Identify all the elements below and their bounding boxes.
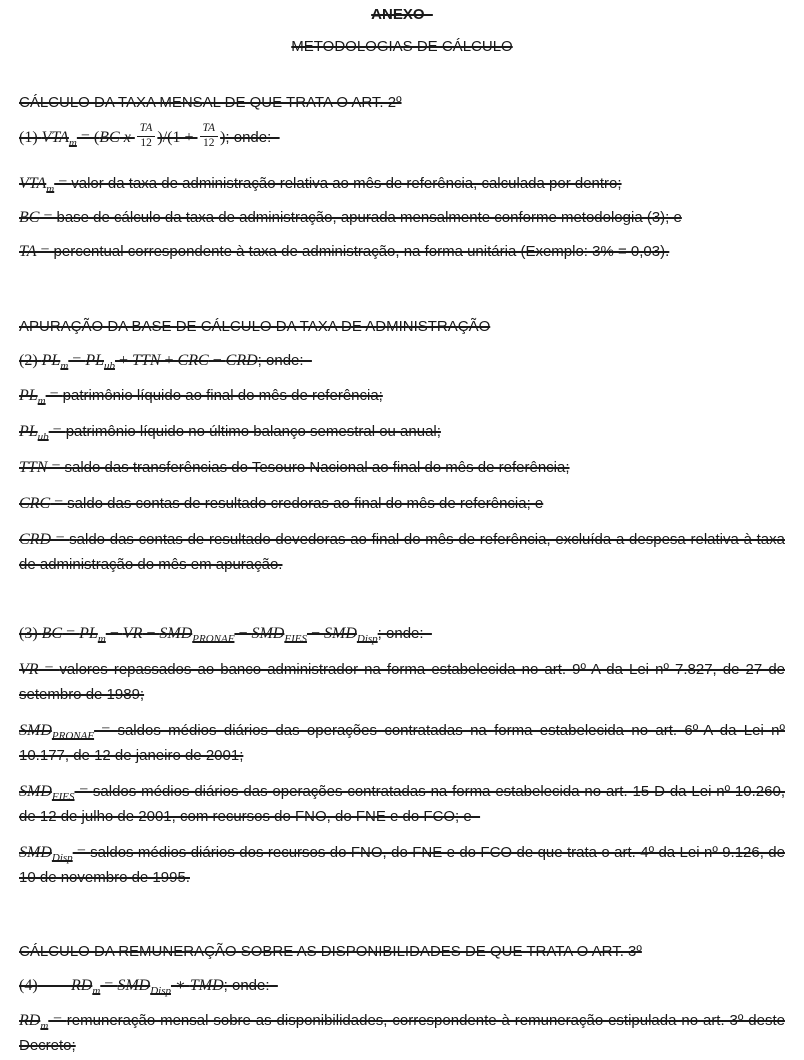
text-run: percentual correspondente à taxa de administração, na forma unitária (Exemplo: 3% = 0,03). (53, 243, 670, 260)
math-subscript: PRONAF (51, 730, 95, 743)
text-run: ; onde: (225, 129, 280, 146)
doc-subtitle: METODOLOGIAS DE CÁLCULO (291, 38, 513, 55)
text-run: ; onde: (257, 352, 312, 369)
math-variable: CRD (225, 352, 258, 369)
math-operator: + (114, 352, 133, 369)
math-subscript: m (68, 137, 77, 150)
math-subscript: Disp (356, 633, 378, 646)
math-operator: = (38, 661, 60, 678)
math-variable: CRD (19, 531, 51, 548)
math-variable: $SMD_{PRONAF}$ (159, 625, 235, 646)
math-variable: $PL_m$ (41, 352, 69, 373)
math-variable: VR (122, 625, 143, 642)
section-heading-remuneracao: CÁLCULO DA REMUNERAÇÃO SOBRE AS DISPONIBILIDADES DE QUE TRATA O ART. 3º (19, 943, 642, 960)
math-operator: = (50, 495, 68, 512)
math-operator: = (47, 459, 65, 476)
text-run: saldo das transferências do Tesouro Nacional ao final do mês de referência; (64, 459, 570, 476)
definition-rdm (19, 1008, 785, 1058)
definition-smd-pronaf (19, 718, 785, 768)
math-subscript: ub (37, 431, 49, 444)
math-variable: TMD (189, 977, 224, 994)
definition-vta (19, 171, 785, 196)
formula-4 (19, 973, 785, 998)
text-run: remuneração mensal sobre as disponibilidades, correspondente à remuneração estipulada no art. 3º deste Decreto; (19, 1012, 785, 1054)
definition-smd-fies (19, 779, 785, 829)
math-operator: = (72, 844, 91, 861)
text-run: saldo das contas de resultado credoras ao final do mês de referência; e (67, 495, 544, 512)
text-run: saldo das contas de resultado devedoras ao final do mês de referência, excluída a despesa relativa à taxa de administração do mês em apuração. (19, 531, 785, 573)
math-variable: BC (99, 129, 120, 146)
math-subscript: ub (103, 360, 115, 373)
math-variable: $SMD_{FIES}$ (19, 783, 75, 804)
math-variable: CRC (177, 352, 209, 369)
math-operator: − (208, 352, 226, 369)
math-operator: (2) (19, 352, 42, 369)
formula-3 (19, 621, 785, 646)
text-run: patrimônio líquido ao final do mês de referência; (62, 387, 383, 404)
text-run: valores repassados ao banco administrador na forma estabelecida no art. 9º-A da Lei nº 7.827, de 27 de setembro de 1989; (19, 661, 785, 703)
math-operator: − (306, 625, 324, 642)
math-variable: $VTA_m$ (41, 129, 77, 150)
math-operator: = (48, 1012, 67, 1029)
math-operator: (4) (19, 977, 38, 994)
math-variable: $RD_m$ (71, 977, 101, 998)
math-variable: TA (19, 243, 37, 260)
math-variable: $PL_m$ (79, 625, 106, 646)
math-subscript: m (60, 360, 69, 373)
math-subscript: m (92, 985, 101, 998)
math-variable: $SMD_{Disp}$ (19, 844, 73, 865)
text-run: ; onde: (223, 977, 278, 994)
definition-crc (19, 491, 785, 516)
math-variable: BC (41, 625, 63, 642)
math-operator: = (94, 722, 118, 739)
text-run: saldos médios diários das operações contratadas na forma estabelecida no art. 6º-A da Lei nº 10.177, de 12 de janeiro de 2001; (19, 722, 785, 764)
math-operator: − (105, 625, 123, 642)
math-operator: = (45, 387, 63, 404)
math-operator: (3) (19, 625, 42, 642)
math-variable: $PL_{ub}$ (19, 423, 49, 444)
math-operator: = (39, 209, 57, 226)
math-variable: $SMD_{Disp}$ (324, 625, 378, 646)
text-run: saldos médios diários das operações contratadas na forma estabelecida no art. 15-D da Lei nº 10.260, de 12 de julho de 2001, com recursos do FNO, do FNE e do FCO; e (19, 783, 785, 825)
math-variable: $PL_m$ (19, 387, 46, 408)
math-variable: TTN (19, 459, 48, 476)
text-run: ; onde: (377, 625, 432, 642)
math-operator: = (48, 423, 66, 440)
math-variable: TTN (132, 352, 161, 369)
math-operator: ) (220, 129, 226, 146)
text-run: base de cálculo da taxa de administração, apurada mensalmente conforme metodologia (3); e (56, 209, 682, 226)
math-operator: = (68, 352, 86, 369)
definition-bc (19, 205, 785, 230)
math-operator: − (234, 625, 252, 642)
math-variable: CRC (19, 495, 51, 512)
definition-plub (19, 419, 785, 444)
math-operator: ∗ (170, 977, 190, 994)
math-operator: = (54, 175, 72, 192)
math-variable: x (119, 129, 135, 146)
math-subscript: Disp (150, 985, 171, 998)
math-subscript: m (97, 633, 106, 646)
section-heading-taxa-mensal: CÁLCULO DA TAXA MENSAL DE QUE TRATA O ART. 2º (19, 94, 402, 111)
math-subscript: m (46, 183, 55, 196)
math-operator: (1) (19, 129, 42, 146)
section-heading-apuracao-base: APURAÇÃO DA BASE DE CÁLCULO DA TAXA DE ADMINISTRAÇÃO (19, 318, 491, 335)
text-run: valor da taxa de administração relativa ao mês de referência, calculada por dentro; (71, 175, 622, 192)
math-operator: − (142, 625, 160, 642)
definition-crd (19, 527, 785, 577)
math-variable: BC (19, 209, 40, 226)
definition-ta (19, 239, 785, 264)
math-operator: = (62, 625, 80, 642)
math-variable: $SMD_{PRONAF}$ (19, 722, 95, 743)
math-variable: $RD_m$ (19, 1012, 49, 1033)
math-operator: = (100, 977, 118, 994)
formula-2 (19, 348, 785, 373)
math-subscript: FIES (51, 791, 75, 804)
math-variable: VR (19, 661, 39, 678)
math-subscript: PRONAF (192, 633, 235, 646)
math-operator: = ( (76, 129, 100, 146)
definition-plm (19, 383, 785, 408)
math-subscript: m (40, 1020, 49, 1033)
math-operator: = (51, 531, 70, 548)
text-run: saldos médios diários dos recursos do FNO, do FNE e do FCO de que trata o art. 4º da Lei nº 9.126, de 10 de novembro de 1995. (19, 844, 785, 886)
definition-ttn (19, 455, 785, 480)
formula-1 (19, 121, 785, 155)
definition-vr (19, 657, 785, 707)
math-subscript: FIES (284, 633, 307, 646)
math-operator: + (160, 352, 178, 369)
math-operator: = (36, 243, 54, 260)
math-variable: $SMD_{FIES}$ (251, 625, 307, 646)
fraction: $\frac{TA}{12}$ (200, 123, 219, 149)
fraction: $\frac{TA}{12}$ (137, 123, 156, 149)
math-operator: )/(1 + (157, 129, 198, 146)
definition-smd-disp (19, 840, 785, 890)
math-variable: $SMD_{Disp}$ (117, 977, 171, 998)
math-variable: $VTA_m$ (19, 175, 55, 196)
math-subscript: m (37, 395, 46, 408)
math-variable: $PL_{ub}$ (85, 352, 115, 373)
doc-title: ANEXO (371, 6, 433, 23)
text-run: patrimônio líquido no último balanço semestral ou anual; (65, 423, 441, 440)
text-run (38, 977, 71, 994)
math-operator: = (74, 783, 93, 800)
math-subscript: Disp (51, 852, 73, 865)
